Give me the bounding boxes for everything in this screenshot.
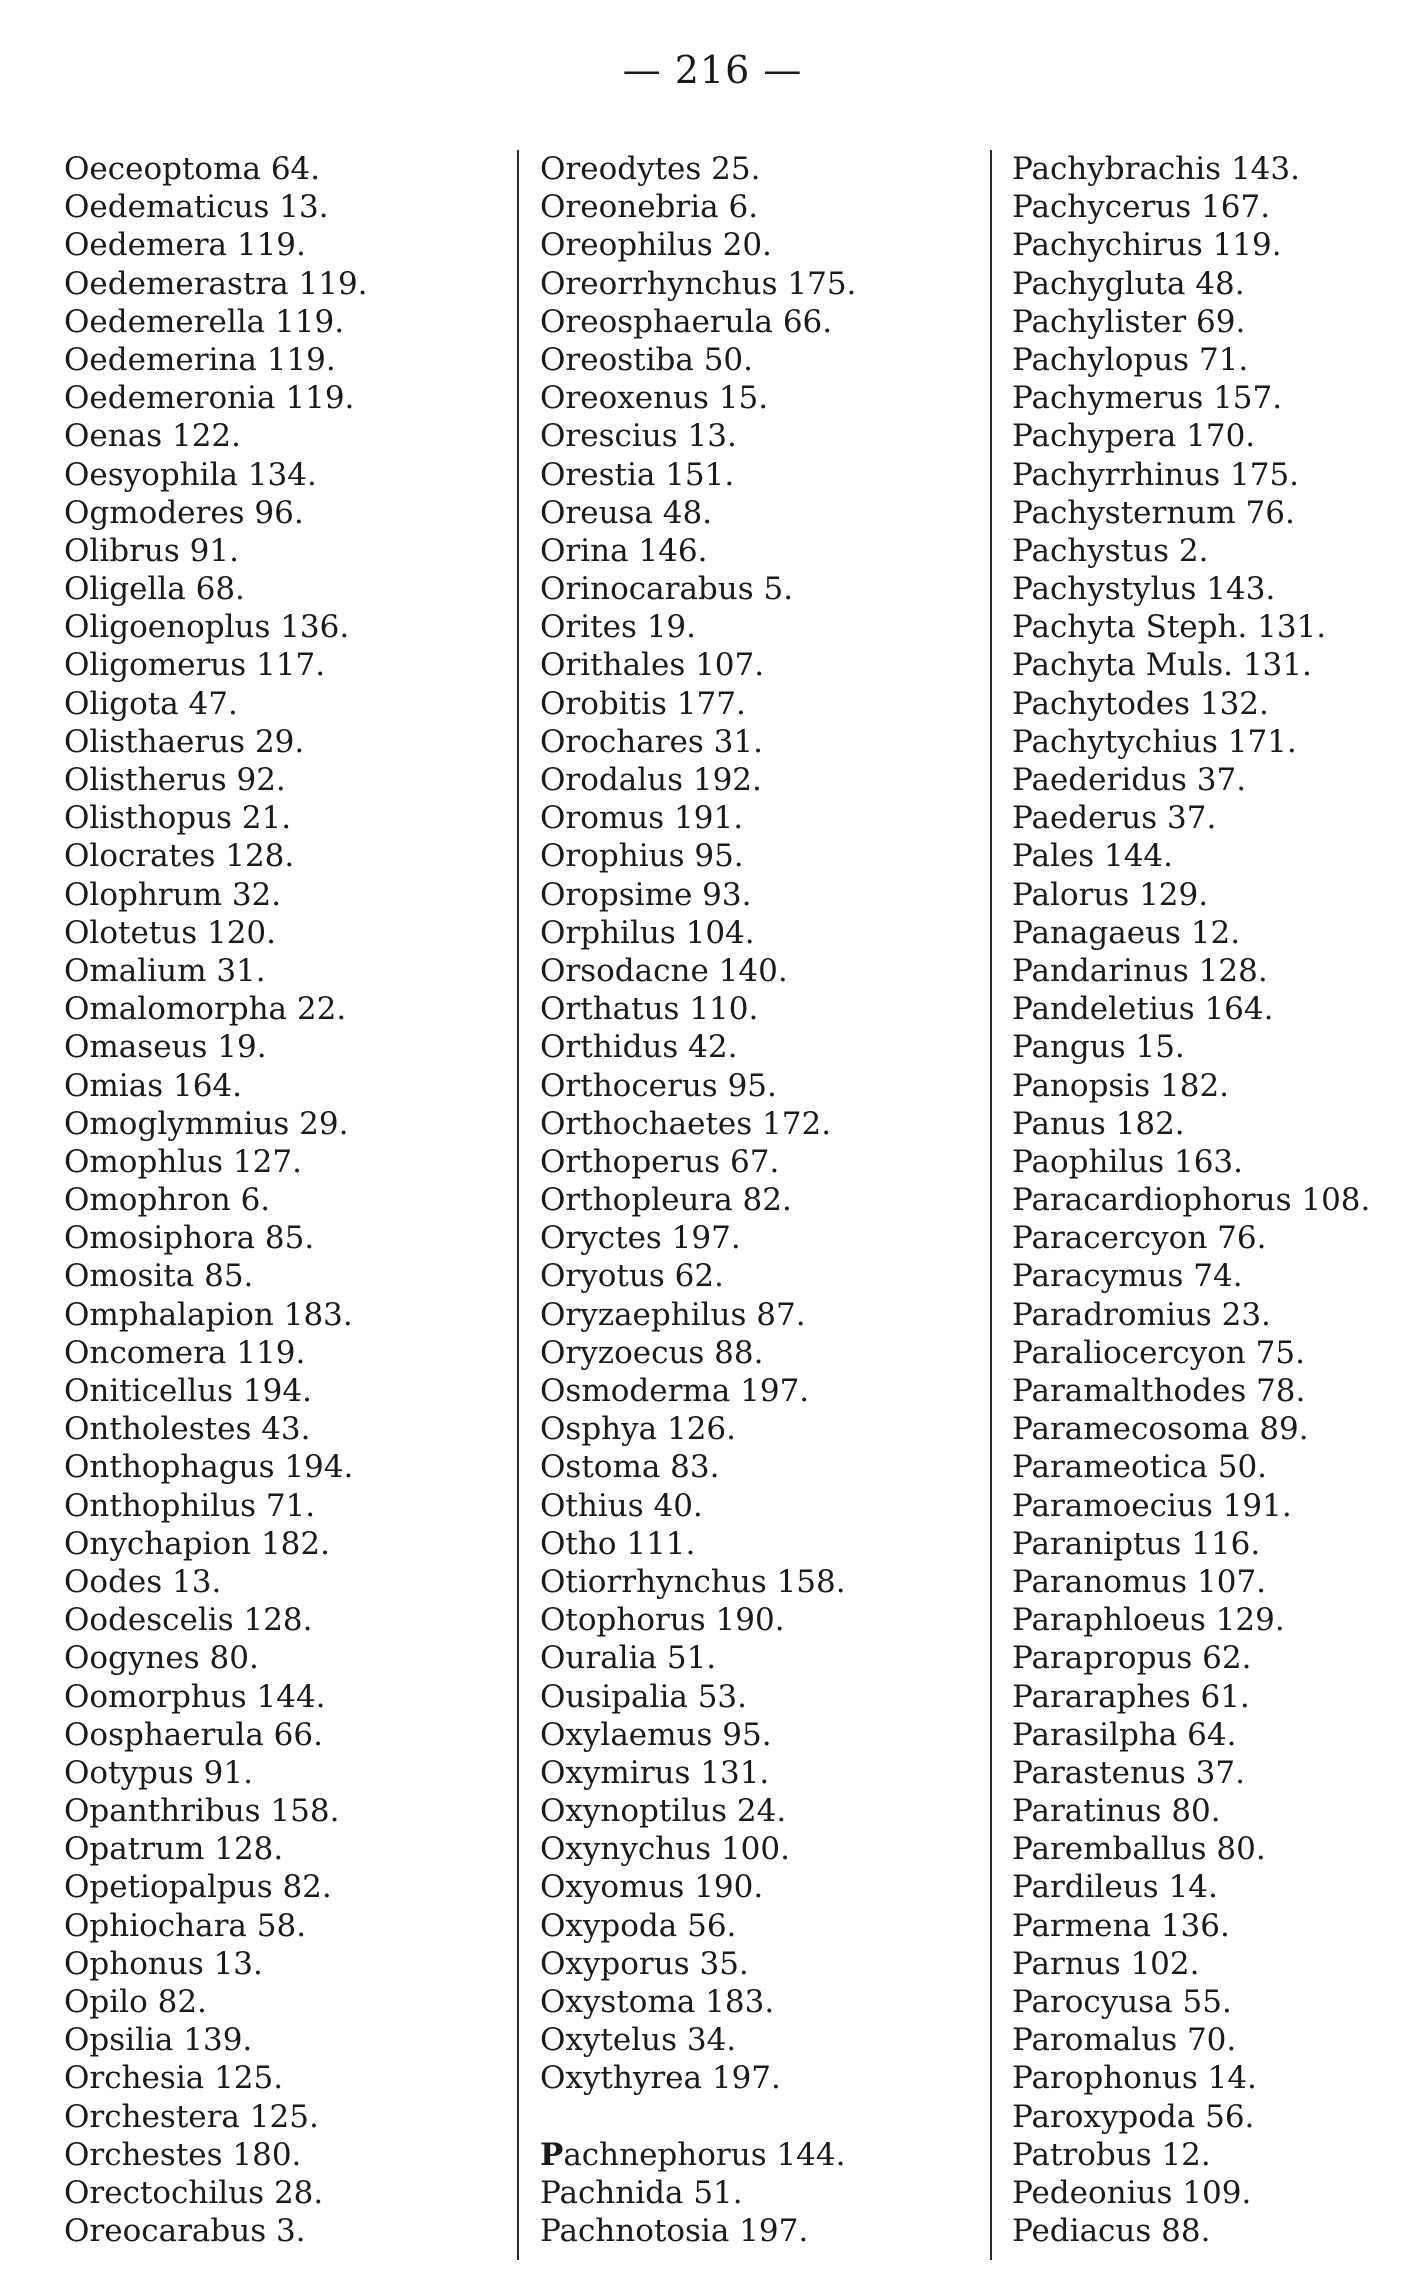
index-entry: Ophiochara 58. xyxy=(64,1907,307,1944)
index-entry: Pales 144. xyxy=(1012,838,1173,875)
index-entry: Oreonebria 6. xyxy=(540,189,759,226)
index-entry: Otho 111. xyxy=(540,1525,696,1562)
index-entry: Oniticellus 194. xyxy=(64,1373,312,1409)
index-entry: Oxyomus 190. xyxy=(540,1869,764,1906)
index-entry: Orinocarabus 5. xyxy=(540,571,794,608)
index-entry: Paremballus 80. xyxy=(1012,1831,1266,1868)
index-entry: Omoglymmius 29. xyxy=(64,1105,349,1142)
column-divider-2 xyxy=(990,150,992,2260)
index-entry: Orodalus 192. xyxy=(540,762,762,798)
index-entry: Orescius 13. xyxy=(540,418,737,455)
index-entry: Oxynychus 100. xyxy=(540,1831,790,1868)
index-entry: Oryotus 62. xyxy=(540,1258,724,1295)
index-entry: Orchestes 180. xyxy=(64,2136,302,2173)
index-entry: Onthophilus 71. xyxy=(64,1487,316,1524)
index-entry: Orestia 151. xyxy=(540,456,735,493)
index-entry: Oligoenoplus 136. xyxy=(64,609,350,646)
index-entry: Orchestera 125. xyxy=(64,2098,319,2135)
index-entry: Oreoxenus 15. xyxy=(540,380,769,417)
index-entry: Pediacus 88. xyxy=(1012,2213,1211,2250)
index-column-3 xyxy=(1012,150,1412,2250)
index-entry: Paederidus 37. xyxy=(1012,762,1247,798)
index-entry: Pachychirus 119. xyxy=(1012,227,1282,264)
index-entry: Omias 164. xyxy=(64,1067,242,1104)
index-entry: Omophron 6. xyxy=(64,1182,271,1219)
section-gap xyxy=(540,2098,980,2136)
index-entry: Ontholestes 43. xyxy=(64,1411,311,1448)
index-entry: Pachycerus 167. xyxy=(1012,189,1271,226)
index-entry: Oreosphaerula 66. xyxy=(540,303,833,340)
index-entry: Opilo 82. xyxy=(64,1984,207,2020)
index-entry: Oenas 122. xyxy=(64,418,241,455)
index-entry: Oodes 13. xyxy=(64,1563,222,1600)
index-entry: Pachyrrhinus 175. xyxy=(1012,456,1300,493)
index-entry: Pachnotosia 197. xyxy=(540,2213,809,2250)
index-entry: Oodescelis 128. xyxy=(64,1602,313,1639)
index-entry: Orthatus 110. xyxy=(540,991,759,1028)
index-entry: Orthochaetes 172. xyxy=(540,1105,832,1142)
index-entry: Opatrum 128. xyxy=(64,1831,284,1868)
index-entry: Oedemera 119. xyxy=(64,227,306,264)
index-entry: Orchesia 125. xyxy=(64,2060,284,2097)
index-entry: Panopsis 182. xyxy=(1012,1067,1230,1104)
index-entry: Olibrus 91. xyxy=(64,532,239,569)
index-entry: Paophilus 163. xyxy=(1012,1143,1244,1180)
index-entry: Pachystus 2. xyxy=(1012,532,1209,569)
index-entry: Otophorus 190. xyxy=(540,1602,785,1639)
index-entry: Pachysternum 76. xyxy=(1012,494,1295,531)
index-entry: Oedemerella 119. xyxy=(64,303,345,340)
index-entry: Oxythyrea 197. xyxy=(540,2060,781,2097)
index-entry: Ophonus 13. xyxy=(64,1945,263,1982)
index-entry: Orophius 95. xyxy=(540,838,744,875)
index-entry: Oeceoptoma 64. xyxy=(64,151,321,187)
section-initial-rest: achnephorus 144. xyxy=(563,2136,846,2173)
index-entry: Omphalapion 183. xyxy=(64,1296,353,1333)
index-entry: Oncomera 119. xyxy=(64,1334,306,1371)
index-entry: Omalomorpha 22. xyxy=(64,991,347,1028)
index-entry: Orina 146. xyxy=(540,532,708,569)
index-entry: Pachnida 51. xyxy=(540,2174,743,2211)
index-entry: Orthocerus 95. xyxy=(540,1067,777,1104)
index-entry: Oedematicus 13. xyxy=(64,189,329,226)
index-entry: Pachygluta 48. xyxy=(1012,265,1245,302)
index-entry: Oxypoda 56. xyxy=(540,1907,737,1944)
index-entry: Olophrum 32. xyxy=(64,876,282,913)
index-entry: Orites 19. xyxy=(540,609,697,646)
index-column-2 xyxy=(540,150,980,2250)
index-entry: Paromalus 70. xyxy=(1012,2022,1237,2059)
index-entry: Ostoma 83. xyxy=(540,1449,720,1486)
index-entry: Oropsime 93. xyxy=(540,876,752,913)
index-entry: Oxyporus 35. xyxy=(540,1945,749,1982)
index-entry: Opanthribus 158. xyxy=(64,1793,340,1830)
index-entry: Orthidus 42. xyxy=(540,1029,738,1066)
index-entry: Parmena 136. xyxy=(1012,1907,1230,1944)
index-entry: Oreodytes 25. xyxy=(540,151,761,187)
index-entry: Oedemeronia 119. xyxy=(64,380,355,417)
index-entry: Paroxypoda 56. xyxy=(1012,2098,1255,2135)
index-entry: Osphya 126. xyxy=(540,1411,737,1448)
index-entry: Oligomerus 117. xyxy=(64,647,326,684)
index-entry: Pachylopus 71. xyxy=(1012,341,1249,378)
index-entry: Pachytodes 132. xyxy=(1012,685,1269,722)
index-entry xyxy=(540,2136,980,2174)
index-entry: Omosita 85. xyxy=(64,1258,254,1295)
index-entry: Onthophagus 194. xyxy=(64,1449,354,1486)
index-entry: Opetiopalpus 82. xyxy=(64,1869,332,1906)
index-entry: Otiorrhynchus 158. xyxy=(540,1563,846,1600)
index-entry: Ogmoderes 96. xyxy=(64,494,304,531)
index-entry: Oligota 47. xyxy=(64,685,238,722)
index-entry: Othius 40. xyxy=(540,1487,703,1524)
index-entry: Oxylaemus 95. xyxy=(540,1716,772,1753)
index-entry: Oreostiba 50. xyxy=(540,341,754,378)
index-entry: Oesyophila 134. xyxy=(64,456,317,493)
index-entry: Parastenus 37. xyxy=(1012,1754,1245,1791)
index-entry: Pachyta Muls. 131. xyxy=(1012,647,1312,684)
index-entry: Ootypus 91. xyxy=(64,1754,253,1791)
index-entry: Palorus 129. xyxy=(1012,876,1209,913)
index-entry: Paradromius 23. xyxy=(1012,1296,1271,1333)
index-entry: Orectochilus 28. xyxy=(64,2174,324,2211)
index-entry: Omaseus 19. xyxy=(64,1029,267,1066)
index-entry: Parameotica 50. xyxy=(1012,1449,1268,1486)
index-entry: Osmoderma 197. xyxy=(540,1373,810,1409)
index-entry: Parocyusa 55. xyxy=(1012,1984,1232,2020)
index-entry: Olisthaerus 29. xyxy=(64,723,305,760)
index-entry: Pandarinus 128. xyxy=(1012,952,1268,989)
index-entry: Olistherus 92. xyxy=(64,762,286,798)
index-entry: Omophlus 127. xyxy=(64,1143,302,1180)
index-entry: Parapropus 62. xyxy=(1012,1640,1252,1677)
index-entry: Olocrates 128. xyxy=(64,838,295,875)
page-number: — 216 — xyxy=(622,48,803,92)
index-entry: Paratinus 80. xyxy=(1012,1793,1221,1830)
index-entry: Oedemerina 119. xyxy=(64,341,336,378)
index-entry: Oryzaephilus 87. xyxy=(540,1296,806,1333)
index-entry: Parnus 102. xyxy=(1012,1945,1200,1982)
index-entry: Orochares 31. xyxy=(540,723,763,760)
index-entry: Paranomus 107. xyxy=(1012,1563,1267,1600)
index-entry: Pachystylus 143. xyxy=(1012,571,1276,608)
index-entry: Paraliocercyon 75. xyxy=(1012,1334,1305,1371)
index-entry: Orphilus 104. xyxy=(540,914,755,951)
index-entry: Paraniptus 116. xyxy=(1012,1525,1261,1562)
index-entry: Paracercyon 76. xyxy=(1012,1220,1267,1257)
index-entry: Ouralia 51. xyxy=(540,1640,717,1677)
index-entry: Paramecosoma 89. xyxy=(1012,1411,1309,1448)
index-entry: Paederus 37. xyxy=(1012,800,1217,837)
index-entry: Orthoperus 67. xyxy=(540,1143,780,1180)
index-entry: Paracymus 74. xyxy=(1012,1258,1243,1295)
index-entry: Pandeletius 164. xyxy=(1012,991,1274,1028)
index-entry: Olisthopus 21. xyxy=(64,800,292,837)
index-entry: Pangus 15. xyxy=(1012,1029,1185,1066)
index-entry: Oligella 68. xyxy=(64,571,245,608)
index-entry: Pedeonius 109. xyxy=(1012,2174,1252,2211)
index-entry: Paraphloeus 129. xyxy=(1012,1602,1285,1639)
index-entry: Paramoecius 191. xyxy=(1012,1487,1292,1524)
index-entry: Panagaeus 12. xyxy=(1012,914,1241,951)
index-entry: Orthopleura 82. xyxy=(540,1182,792,1219)
index-entry: Oreusa 48. xyxy=(540,494,713,531)
column-divider-1 xyxy=(517,150,519,2260)
index-entry: Ousipalia 53. xyxy=(540,1678,747,1715)
index-entry: Oogynes 80. xyxy=(64,1640,259,1677)
index-entry: Oryctes 197. xyxy=(540,1220,741,1257)
index-entry: Orsodacne 140. xyxy=(540,952,788,989)
index-column-1 xyxy=(64,150,494,2250)
index-entry: Parophonus 14. xyxy=(1012,2060,1257,2097)
index-entry: Patrobus 12. xyxy=(1012,2136,1211,2173)
index-entry: Orithales 107. xyxy=(540,647,765,684)
index-entry: Oxymirus 131. xyxy=(540,1754,770,1791)
index-entry: Onychapion 182. xyxy=(64,1525,330,1562)
index-entry: Pachypera 170. xyxy=(1012,418,1256,455)
index-entry: Oreorrhynchus 175. xyxy=(540,265,857,302)
index-entry: Oreocarabus 3. xyxy=(64,2213,306,2250)
index-entry: Pachyta Steph. 131. xyxy=(1012,609,1327,646)
index-entry: Oomorphus 144. xyxy=(64,1678,326,1715)
index-entry: Paracardiophorus 108. xyxy=(1012,1182,1371,1219)
index-entry: Paramalthodes 78. xyxy=(1012,1373,1306,1409)
index-entry: Oosphaerula 66. xyxy=(64,1716,323,1753)
index-entry: Oryzoecus 88. xyxy=(540,1334,764,1371)
index-entry: Pachybrachis 143. xyxy=(1012,151,1300,187)
index-entry: Parasilpha 64. xyxy=(1012,1716,1237,1753)
index-entry: Oromus 191. xyxy=(540,800,744,837)
index-entry: Orobitis 177. xyxy=(540,685,746,722)
index-entry: Pachymerus 157. xyxy=(1012,380,1283,417)
index-entry: Omosiphora 85. xyxy=(64,1220,315,1257)
index-entry: Opsilia 139. xyxy=(64,2022,253,2059)
index-entry: Pardileus 14. xyxy=(1012,1869,1218,1906)
index-entry: Oxystoma 183. xyxy=(540,1984,775,2020)
index-entry: Oreophilus 20. xyxy=(540,227,772,264)
index-entry: Panus 182. xyxy=(1012,1105,1185,1142)
index-entry: Oxynoptilus 24. xyxy=(540,1793,787,1830)
index-entry: Oedemerastra 119. xyxy=(64,265,368,302)
index-entry: Pachylister 69. xyxy=(1012,303,1246,340)
index-entry: Oxytelus 34. xyxy=(540,2022,737,2059)
index-entry: Pararaphes 61. xyxy=(1012,1678,1250,1715)
index-entry: Omalium 31. xyxy=(64,952,266,989)
index-entry: Pachytychius 171. xyxy=(1012,723,1297,760)
section-initial: P xyxy=(540,2136,564,2173)
index-entry: Olotetus 120. xyxy=(64,914,277,951)
